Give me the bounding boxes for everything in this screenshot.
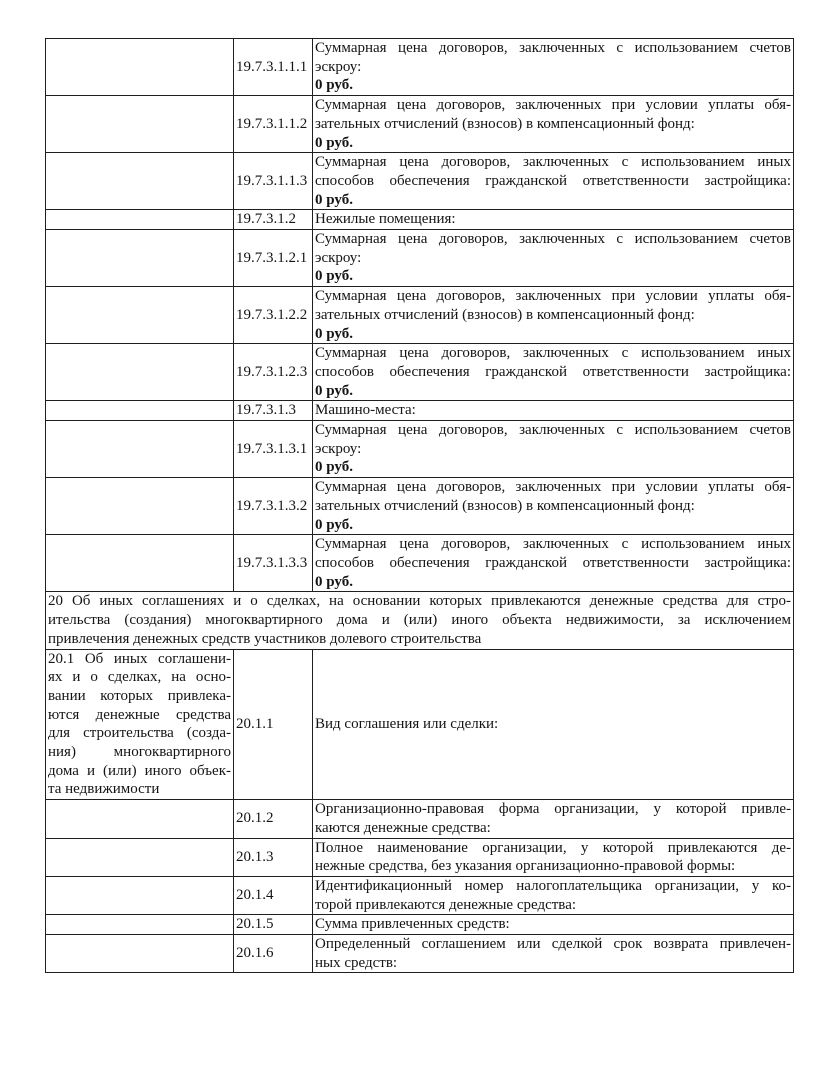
- row-left-cell: [46, 478, 234, 535]
- row-code: 20.1.1: [234, 649, 313, 800]
- row-value: 0 руб.: [315, 459, 353, 476]
- row-content-cell: [313, 838, 794, 876]
- text-line: эскроу:: [315, 58, 362, 75]
- text-line: зательных отчислений (взносов) в компенсационный фонд:: [315, 115, 695, 132]
- row-20.1.5: [46, 915, 794, 935]
- text-line: привлечения денежных средств участников долевого строительства: [48, 630, 482, 647]
- text-line: для строительства (созда-: [48, 725, 231, 742]
- row-20.1.1: [46, 649, 794, 800]
- row-content-cell: [313, 421, 794, 478]
- row-value: 0 руб.: [315, 573, 353, 590]
- row-value: 0 руб.: [315, 77, 353, 94]
- text-line: ных средств:: [315, 954, 398, 971]
- row-value: 0 руб.: [315, 191, 353, 208]
- text-line: зательных отчислений (взносов) в компенсационный фонд:: [315, 497, 695, 514]
- row-20.1.2: [46, 800, 794, 838]
- row-label: [315, 96, 791, 133]
- row-value: 0 руб.: [315, 134, 353, 151]
- text-line: ются денежные средства: [48, 706, 231, 723]
- text-line: способов обеспечения гражданской ответственности застройщика:: [315, 363, 791, 380]
- text-line: Суммарная цена договоров, заключенных с использованием счетов: [315, 231, 791, 248]
- row-left-cell: [46, 800, 234, 838]
- row-code: 19.7.3.1.3.2: [234, 478, 313, 535]
- row-left-cell: [46, 401, 234, 421]
- row-code: 19.7.3.1.1.3: [234, 153, 313, 210]
- row-label: [315, 915, 791, 934]
- row-content-cell: [313, 478, 794, 535]
- text-line: 20 Об иных соглашениях и о сделках, на основании которых привлекаются денежные средства для стро-: [48, 593, 791, 610]
- row-label: [315, 478, 791, 515]
- row-code: 19.7.3.1.3.1: [234, 421, 313, 478]
- row-content-cell: [313, 935, 794, 973]
- row-code: 20.1.3: [234, 838, 313, 876]
- text-line: 20.1 Об иных соглашени-: [48, 650, 231, 667]
- row-19.7.3.1.1.2: [46, 96, 794, 153]
- row-value: 0 руб.: [315, 325, 353, 342]
- row-code: 19.7.3.1.2.2: [234, 287, 313, 344]
- row-left-cell: [46, 153, 234, 210]
- text-line: Вид соглашения или сделки:: [315, 715, 499, 732]
- row-value: 0 руб.: [315, 268, 353, 285]
- text-line: Суммарная цена договоров, заключенных с использованием иных: [315, 154, 791, 171]
- text-line: ях и о сделках, на осно-: [48, 669, 231, 686]
- text-line: способов обеспечения гражданской ответственности застройщика:: [315, 554, 791, 571]
- row-content-cell: [313, 535, 794, 592]
- row-label: [315, 421, 791, 458]
- row-content-cell: [313, 800, 794, 838]
- row-content-cell: [313, 39, 794, 96]
- row-left-cell: [46, 210, 234, 230]
- text-line: Суммарная цена договоров, заключенных с использованием иных: [315, 345, 791, 362]
- text-line: эскроу:: [315, 440, 362, 457]
- text-line: Определенный соглашением или сделкой срок возврата привлечен-: [315, 936, 791, 953]
- text-line: Идентификационный номер налогоплательщика организации, у ко-: [315, 877, 791, 894]
- text-line: эскроу:: [315, 249, 362, 266]
- row-value: 0 руб.: [315, 516, 353, 533]
- row-left-cell: [46, 39, 234, 96]
- row-19.7.3.1.3.1: [46, 421, 794, 478]
- text-line: вании которых привлека-: [48, 687, 231, 704]
- row-code: 20.1.2: [234, 800, 313, 838]
- row-left-cell: [46, 421, 234, 478]
- row-code: 20.1.6: [234, 935, 313, 973]
- section-row: [46, 592, 794, 649]
- row-content-cell: [313, 287, 794, 344]
- row-label: [315, 839, 791, 876]
- row-label: [315, 535, 791, 572]
- row-label: [315, 715, 791, 734]
- row-label: [315, 935, 791, 972]
- text-line: нежные средства, без указания организационно-правовой формы:: [315, 858, 736, 875]
- row-content-cell: [313, 96, 794, 153]
- text-line: зательных отчислений (взносов) в компенсационный фонд:: [315, 306, 695, 323]
- row-label: [315, 344, 791, 381]
- row-left-cell: [46, 935, 234, 973]
- text-line: торой привлекаются денежные средства:: [315, 896, 577, 913]
- row-code: 20.1.5: [234, 915, 313, 935]
- row-code: 19.7.3.1.1.2: [234, 96, 313, 153]
- row-code: 19.7.3.1.2.3: [234, 344, 313, 401]
- row-19.7.3.1.3: [46, 401, 794, 421]
- row-label: [315, 210, 791, 229]
- row-19.7.3.1.2.2: [46, 287, 794, 344]
- row-content-cell: [313, 915, 794, 935]
- row-left-cell: [46, 344, 234, 401]
- row-label: [315, 153, 791, 190]
- text-line: каются денежные средства:: [315, 819, 491, 836]
- row-label: [315, 39, 791, 76]
- row-19.7.3.1.1.3: [46, 153, 794, 210]
- text-line: та недвижимости: [48, 781, 160, 798]
- declaration-table: [45, 38, 794, 973]
- row-20.1.4: [46, 876, 794, 914]
- text-line: Сумма привлеченных средств:: [315, 916, 510, 933]
- row-content-cell: [313, 344, 794, 401]
- row-label: [315, 877, 791, 914]
- row-value: 0 руб.: [315, 382, 353, 399]
- row-left-cell: [46, 915, 234, 935]
- text-line: Суммарная цена договоров, заключенных при условии уплаты обя-: [315, 479, 791, 496]
- row-19.7.3.1.2: [46, 210, 794, 230]
- row-label: [315, 800, 791, 837]
- text-line: дома и (или) иного объек-: [48, 762, 231, 779]
- text-line: Организационно-правовая форма организации, у которой привле-: [315, 801, 791, 818]
- text-line: ительства (создания) многоквартирного дома и (или) иного объекта недвижимости, за исключением: [48, 612, 791, 629]
- row-code: 19.7.3.1.1.1: [234, 39, 313, 96]
- row-left-cell: [46, 287, 234, 344]
- row-label: [315, 401, 791, 420]
- text-line: Нежилые помещения:: [315, 211, 456, 228]
- row-code: 20.1.4: [234, 876, 313, 914]
- row-label: [315, 230, 791, 267]
- row-19.7.3.1.2.1: [46, 230, 794, 287]
- text-line: Суммарная цена договоров, заключенных при условии уплаты обя-: [315, 97, 791, 114]
- row-left-cell: [46, 535, 234, 592]
- row-left-cell: [46, 96, 234, 153]
- text-line: способов обеспечения гражданской ответственности застройщика:: [315, 172, 791, 189]
- row-code: 19.7.3.1.2: [234, 210, 313, 230]
- row-content-cell: [313, 153, 794, 210]
- row-content-cell: [313, 210, 794, 230]
- row-left-cell: [46, 838, 234, 876]
- row-left-cell: [46, 230, 234, 287]
- row-19.7.3.1.2.3: [46, 344, 794, 401]
- row-label: [315, 287, 791, 324]
- row-code: 19.7.3.1.3.3: [234, 535, 313, 592]
- row-19.7.3.1.3.3: [46, 535, 794, 592]
- row-19.7.3.1.1.1: [46, 39, 794, 96]
- text-line: Суммарная цена договоров, заключенных с использованием счетов: [315, 40, 791, 56]
- row-19.7.3.1.3.2: [46, 478, 794, 535]
- row-content-cell: [313, 230, 794, 287]
- row-left-cell: [46, 649, 234, 800]
- text-line: Суммарная цена договоров, заключенных с использованием иных: [315, 536, 791, 553]
- text-line: Суммарная цена договоров, заключенных при условии уплаты обя-: [315, 288, 791, 305]
- declaration-document-page: [45, 38, 793, 973]
- row-20.1.6: [46, 935, 794, 973]
- row-left-cell: [46, 876, 234, 914]
- row-content-cell: [313, 401, 794, 421]
- row-content-cell: [313, 876, 794, 914]
- row-code: 19.7.3.1.3: [234, 401, 313, 421]
- row-code: 19.7.3.1.2.1: [234, 230, 313, 287]
- row-20.1.3: [46, 838, 794, 876]
- row-content-cell: [313, 649, 794, 800]
- text-line: Машино-места:: [315, 402, 416, 419]
- text-line: Суммарная цена договоров, заключенных с использованием счетов: [315, 422, 791, 439]
- section-header-text: [46, 592, 794, 649]
- text-line: ния) многоквартирного: [48, 744, 231, 761]
- text-line: Полное наименование организации, у которой привлекаются де-: [315, 839, 791, 856]
- declaration-table-body: [46, 39, 794, 973]
